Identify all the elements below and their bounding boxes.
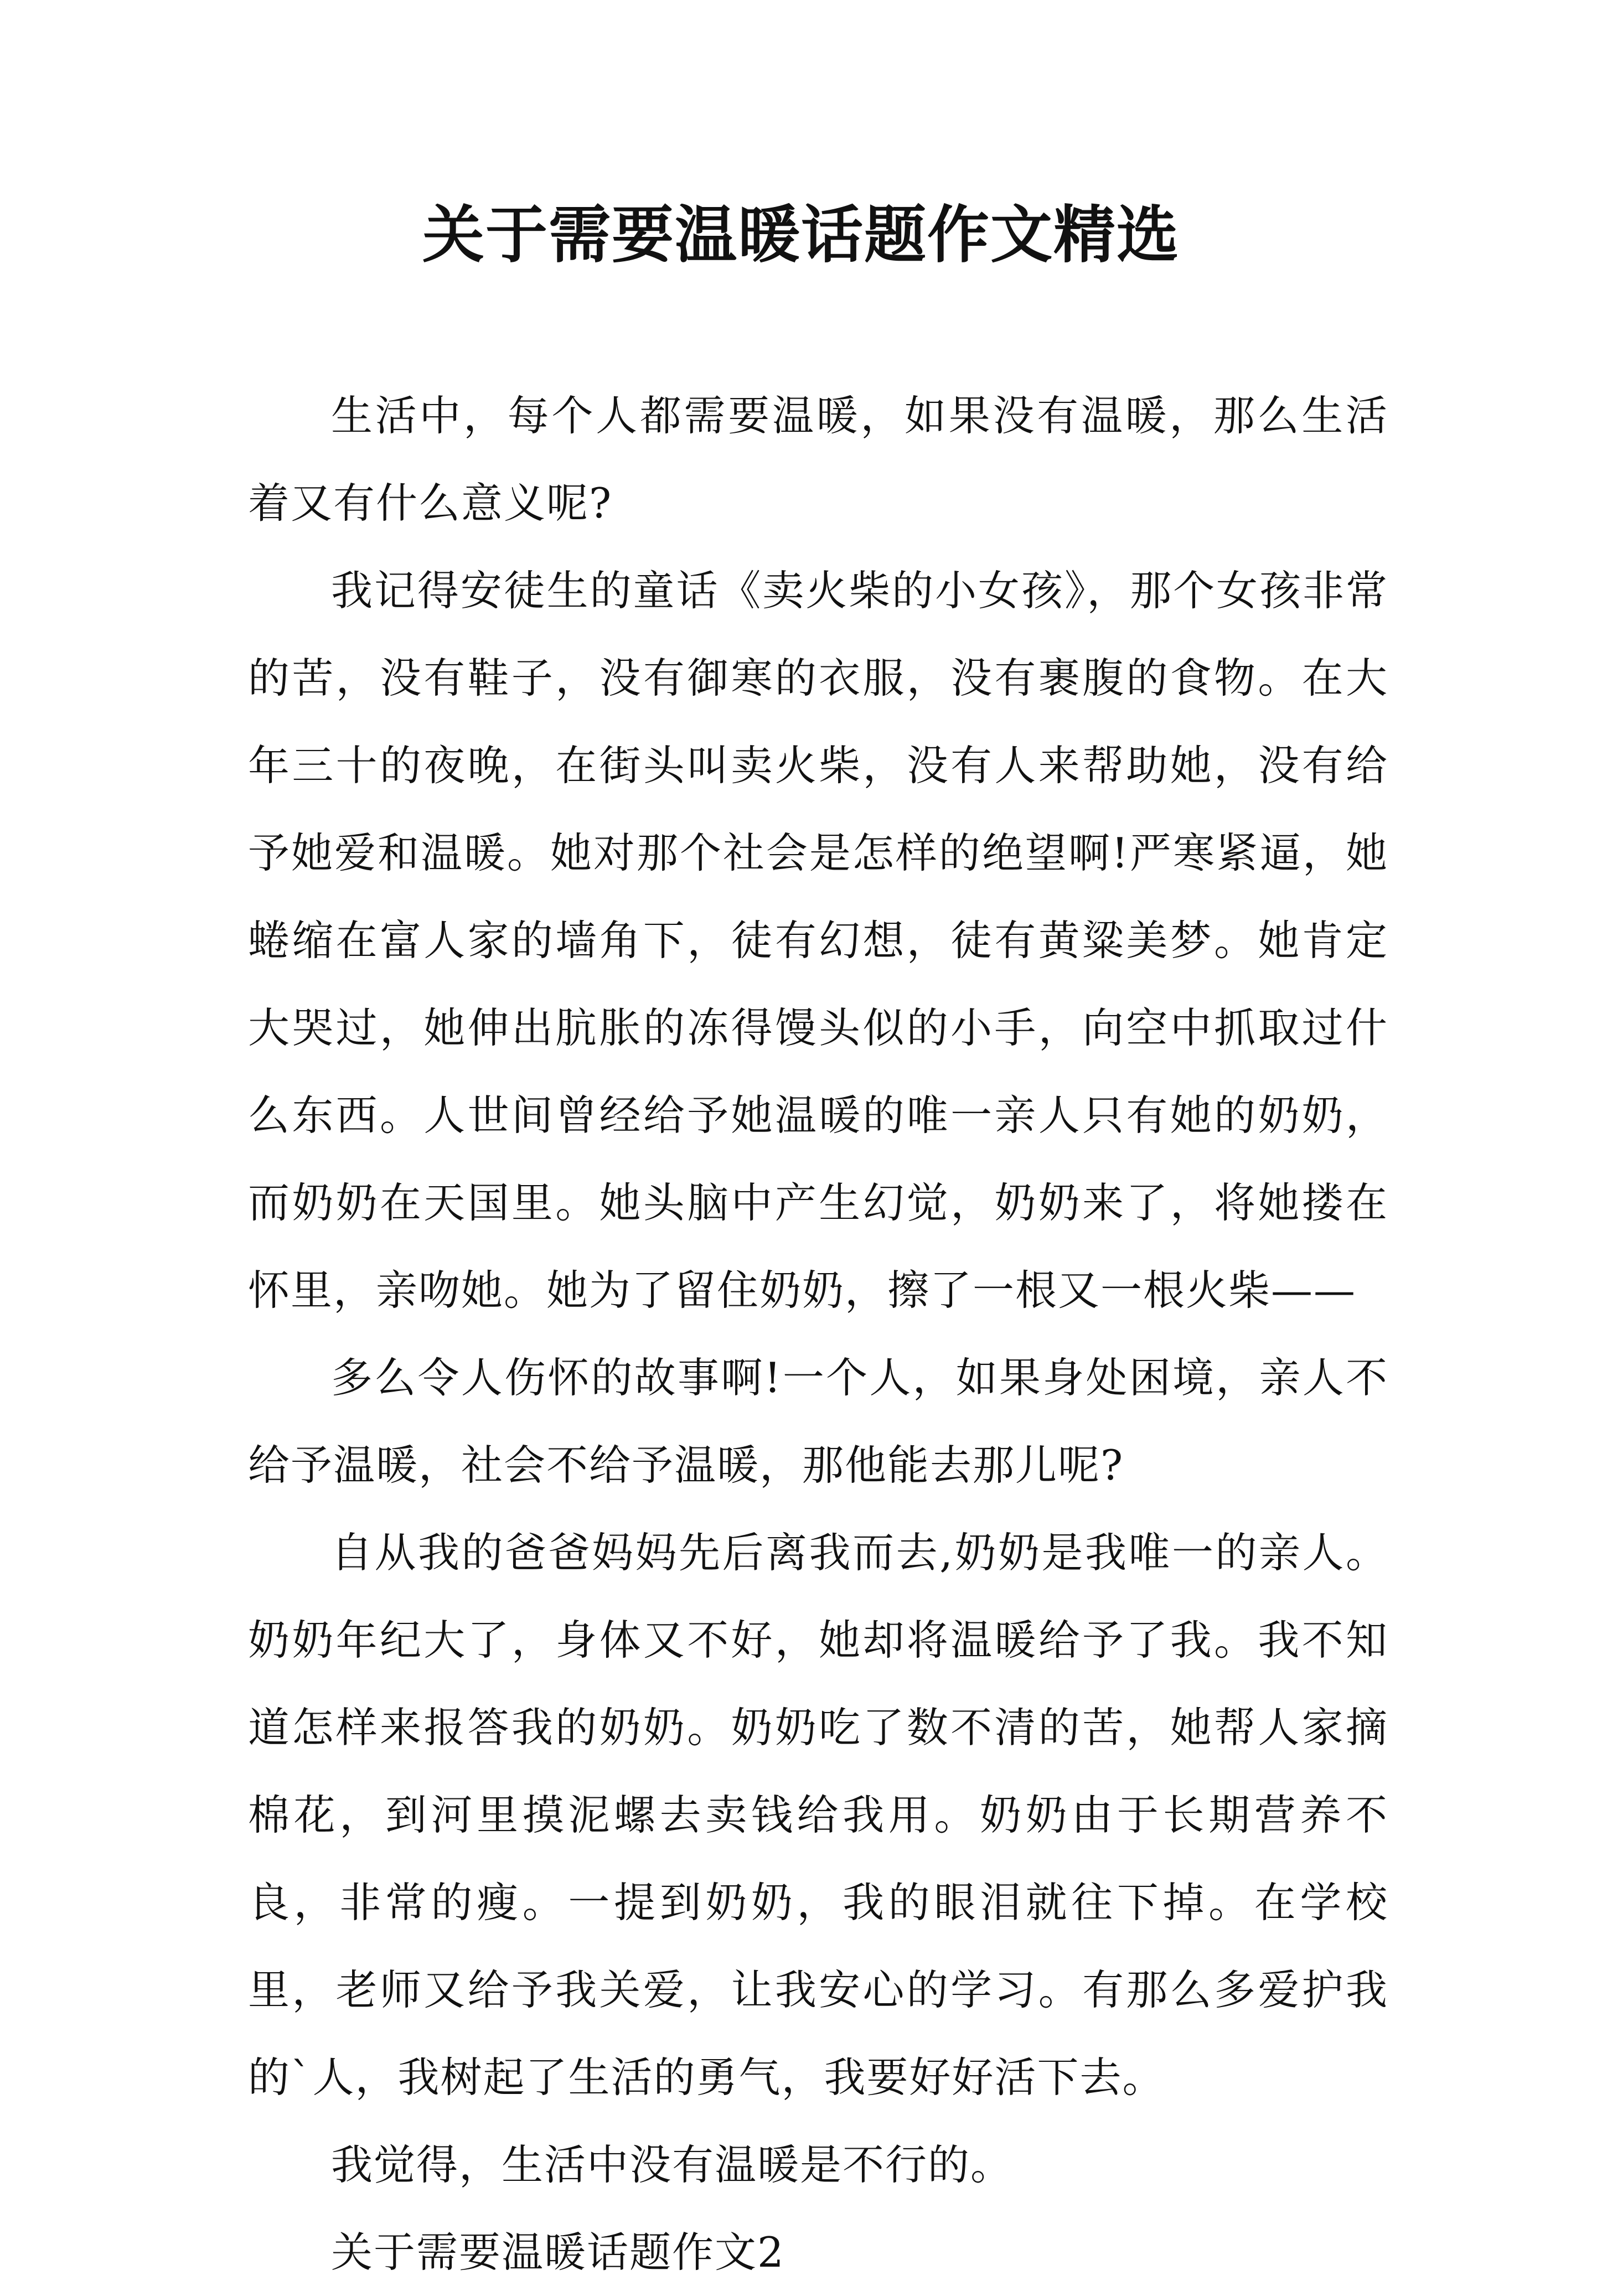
paragraph: 我觉得，生活中没有温暖是不行的。: [331, 2140, 1014, 2189]
section-heading: 关于需要温暖话题作文2: [331, 2228, 785, 2277]
paragraph: 生活中，每个人都需要温暖，如果没有温暖，那么生活着又有什么意义呢?: [248, 391, 1388, 528]
document-body: [248, 372, 1388, 2296]
paragraph: 我记得安徒生的童话《卖火柴的小女孩》，那个女孩非常的苦，没有鞋子，没有御寒的衣服，没有裹腹的食物。在大年三十的夜晚，在街头叫卖火柴，没有人来帮助她，没有给予她爱和温暖。她对那个社会是怎样的绝望啊!严寒紧逼，她蜷缩在富人家的墙角下，徒有幻想，徒有黄粱美梦。她肯定大哭过，她伸出肮胀的冻得馒头似的小手，向空中抓取过什么东西。人世间曾经给予她温暖的唯一亲人只有她的奶奶，而奶奶在天国里。她头脑中产生幻觉，奶奶来了，将她搂在怀里，亲吻她。她为了留住奶奶，擦了一根又一根火柴——: [248, 566, 1388, 1315]
document-title: 关于需要温暖话题作文精选: [422, 199, 1180, 271]
paragraph: 多么令人伤怀的故事啊!一个人，如果身处困境，亲人不给予温暖，社会不给予温暖，那他能去那儿呢?: [248, 1353, 1388, 1490]
paragraph: 自从我的爸爸妈妈先后离我而去,奶奶是我唯一的亲人。奶奶年纪大了，身体又不好，她却将温暖给予了我。我不知道怎样来报答我的奶奶。奶奶吃了数不清的苦，她帮人家摘棉花，到河里摸泥螺去卖钱给我用。奶奶由于长期营养不良，非常的瘦。一提到奶奶，我的眼泪就往下掉。在学校里，老师又给予我关爱，让我安心的学习。有那么多爱护我的`人，我树起了生活的勇气，我要好好活下去。: [248, 1528, 1388, 2102]
